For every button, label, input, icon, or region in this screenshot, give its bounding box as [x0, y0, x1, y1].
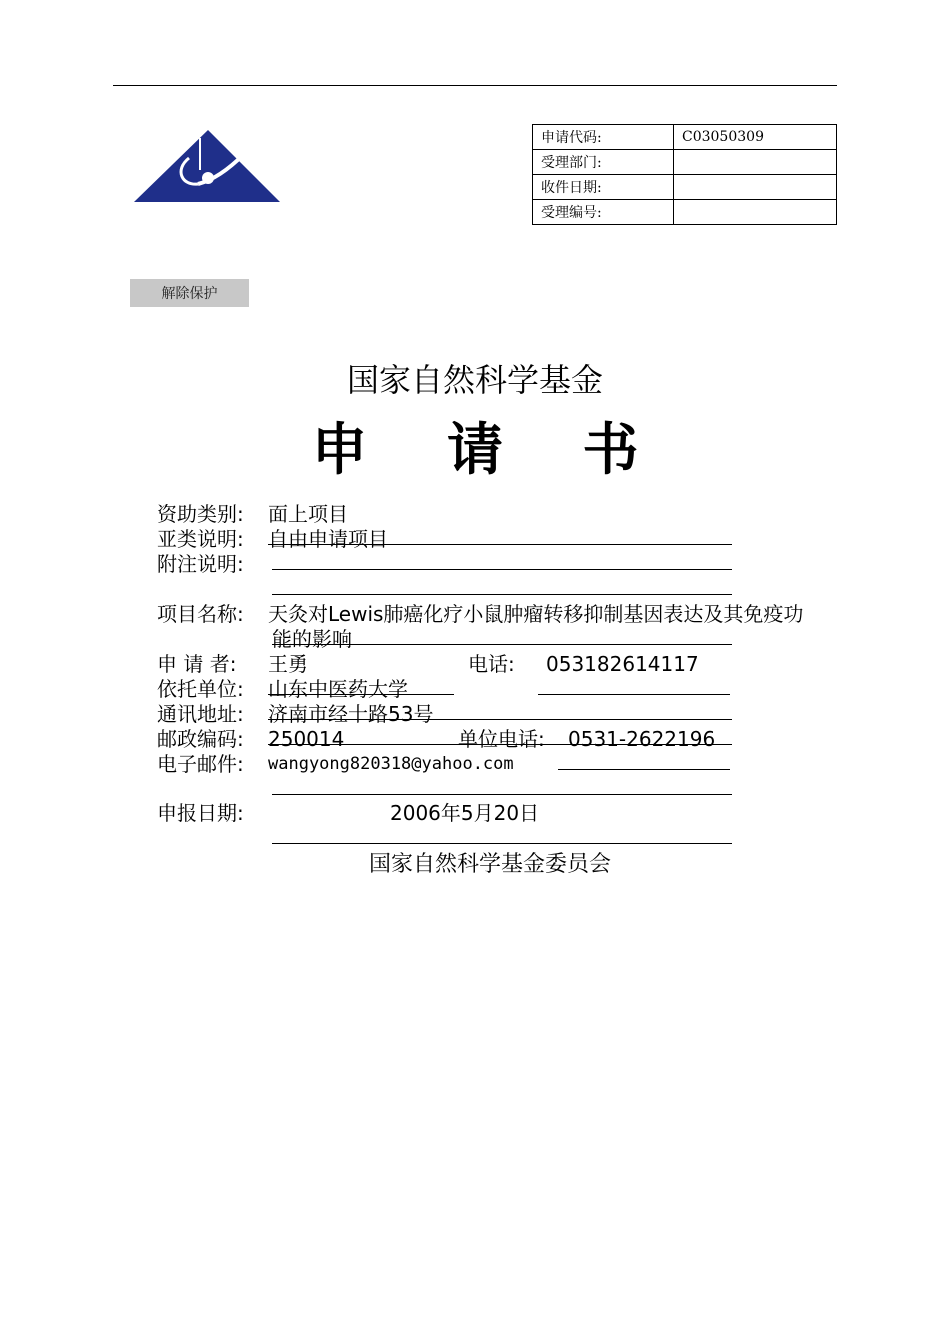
table-row: [533, 125, 837, 150]
received-date-value[interactable]: [674, 175, 837, 200]
email-value: wangyong820318@yahoo.com: [268, 754, 514, 774]
table-label: 收件日期:: [533, 175, 674, 200]
institution-label: 依托单位:: [157, 677, 244, 701]
applicant-value: 王勇: [268, 652, 308, 676]
page-title: 国家自然科学基金: [346, 361, 603, 399]
unit-phone-value: 0531-2622196: [568, 727, 716, 751]
address-value: 济南市经十路53号: [268, 702, 434, 726]
underline: [272, 594, 732, 595]
institution-value: 山东中医药大学: [268, 677, 408, 701]
project-name-value-line2: 能的影响: [272, 627, 352, 651]
address-label: 通讯地址:: [157, 702, 244, 726]
underline: [272, 843, 732, 844]
header-info-table: [532, 124, 837, 225]
phone-value: 053182614117: [546, 652, 699, 676]
table-row: [533, 200, 837, 225]
submit-date-label: 申报日期:: [157, 801, 244, 825]
underline: [272, 794, 732, 795]
underline: [558, 769, 730, 770]
applicant-label: 申 请 者:: [157, 652, 237, 676]
application-code-value: C03050309: [674, 125, 837, 150]
postcode-label: 邮政编码:: [157, 727, 244, 751]
subcategory-label: 亚类说明:: [157, 527, 244, 551]
top-rule: [113, 85, 837, 86]
table-label: 申请代码:: [533, 125, 674, 150]
funding-category-label: 资助类别:: [157, 502, 244, 526]
nsfc-logo-icon: [134, 128, 280, 204]
unprotect-button[interactable]: 解除保护: [130, 279, 249, 307]
underline: [268, 544, 732, 545]
table-row: [533, 150, 837, 175]
table-label: 受理编号:: [533, 200, 674, 225]
unit-phone-label: 单位电话:: [458, 727, 545, 751]
table-label: 受理部门:: [533, 150, 674, 175]
table-row: [533, 175, 837, 200]
phone-label: 电话:: [468, 652, 515, 676]
postcode-value: 250014: [268, 727, 345, 751]
underline: [268, 744, 732, 745]
department-value[interactable]: [674, 150, 837, 175]
project-name-value-line1: 天灸对Lewis肺癌化疗小鼠肿瘤转移抑制基因表达及其免疫功: [268, 602, 804, 626]
underline: [272, 569, 732, 570]
footer-organization: 国家自然科学基金委员会: [368, 852, 611, 877]
notes-label: 附注说明:: [157, 552, 244, 576]
subcategory-value: 自由申请项目: [268, 527, 388, 551]
project-name-label: 项目名称:: [157, 602, 244, 626]
funding-category-value: 面上项目: [268, 502, 348, 526]
underline: [272, 644, 732, 645]
underline: [538, 694, 730, 695]
page-subtitle: 申 请 书: [311, 418, 669, 483]
submit-date-value: 2006年5月20日: [390, 801, 540, 825]
email-label: 电子邮件:: [157, 752, 244, 776]
underline: [268, 719, 732, 720]
underline: [268, 694, 454, 695]
acceptance-number-value[interactable]: [674, 200, 837, 225]
